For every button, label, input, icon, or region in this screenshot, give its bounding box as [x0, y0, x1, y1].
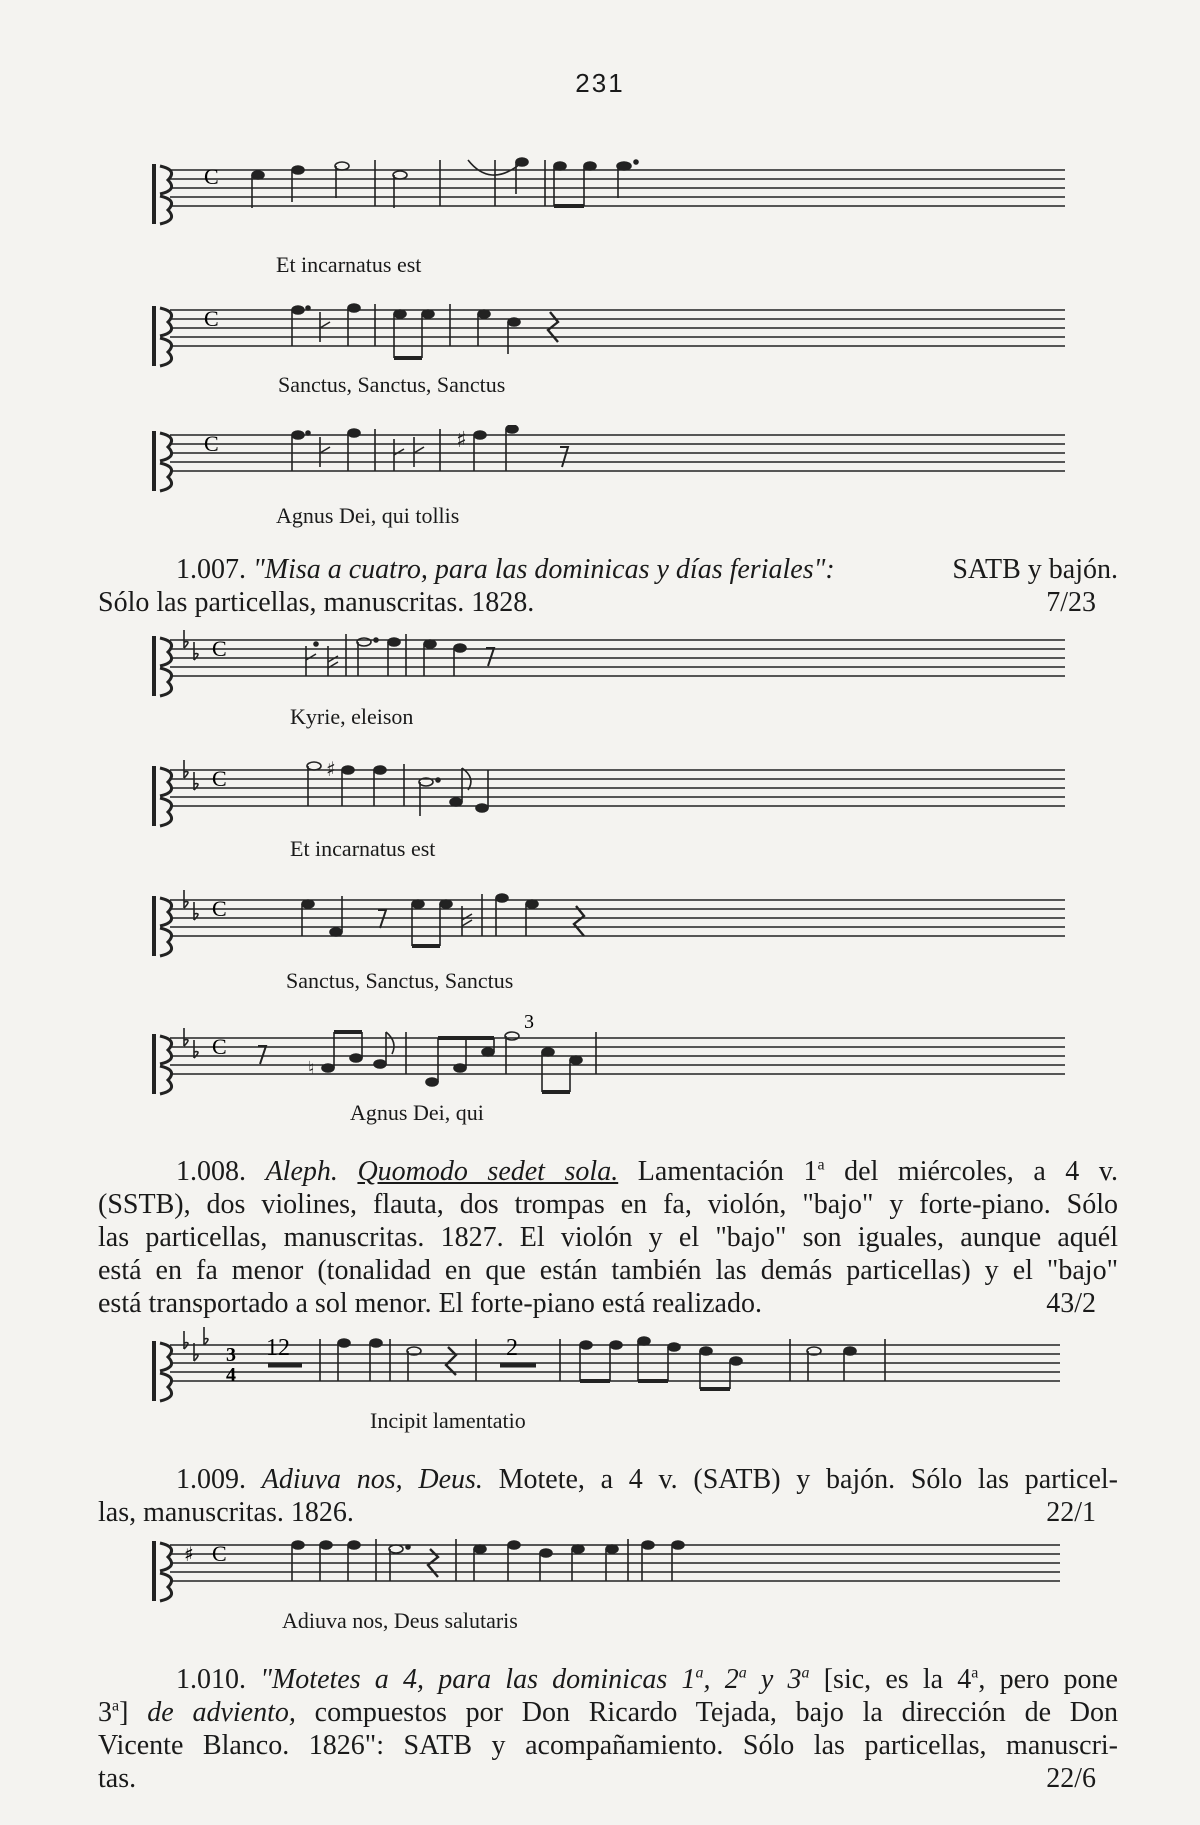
c-clef-icon — [152, 431, 172, 491]
staff-notation — [150, 425, 1075, 495]
music-staff-6 — [150, 890, 1075, 960]
page-number: 231 — [575, 68, 625, 98]
staff-notation — [150, 760, 1075, 830]
entry-description-start: Lamentación 1$^a$ — [637, 1156, 825, 1187]
entry-number: 1.009. — [176, 1464, 246, 1495]
c-clef-icon — [152, 306, 172, 366]
time-signature: C — [212, 1034, 227, 1059]
entry-voices: SATB y bajón. — [952, 554, 1118, 585]
c-clef-icon — [152, 1034, 172, 1094]
time-signature-top: 3 — [226, 1344, 236, 1366]
time-signature-bottom: 4 — [226, 1364, 236, 1386]
catalog-entry-1007 — [98, 553, 1118, 619]
entry-title: "Misa a cuatro, para las dominicas y días feriales": — [253, 554, 835, 585]
entry-title-2: Quomodo sedet sola. — [357, 1156, 619, 1187]
c-clef-icon — [152, 164, 172, 224]
entry-title-end: de adviento, — [147, 1697, 296, 1728]
entry-description-line: Vicente Blanco. 1826": SATB y acompañamiento. Sólo las particellas, manuscri- — [98, 1730, 1118, 1761]
time-signature: C — [204, 164, 219, 189]
flat-icon — [184, 760, 198, 790]
staff-notation — [150, 890, 1075, 960]
music-staff-3 — [150, 425, 1075, 495]
entry-note: [sic, es la 4$^a$, pero pone — [823, 1664, 1118, 1695]
music-staff-5 — [150, 760, 1075, 830]
entry-number: 1.007. — [176, 554, 246, 585]
flat-icon — [184, 630, 198, 660]
flat-icon — [184, 1028, 198, 1058]
music-staff-7 — [150, 1008, 1075, 1098]
superscript: a — [817, 1156, 825, 1174]
incipit-text: Agnus Dei, qui tollis — [276, 503, 460, 528]
svg-text:♮: ♮ — [308, 1058, 315, 1079]
svg-text:♯: ♯ — [456, 428, 467, 453]
entry-description-line: está transportado a sol menor. El forte-piano está realizado. — [98, 1288, 762, 1319]
flat-icon — [184, 1327, 208, 1361]
multi-measure-rest: 2 — [506, 1335, 518, 1361]
entry-reference: 7/23 — [1046, 587, 1096, 618]
staff-notation — [150, 1008, 1075, 1098]
c-clef-icon — [152, 636, 172, 696]
multi-measure-rest: 12 — [266, 1335, 290, 1361]
entry-description-line: las, manuscritas. 1826. — [98, 1497, 354, 1528]
staff-notation — [150, 150, 1075, 230]
incipit-text: Sanctus, Sanctus, Sanctus — [286, 968, 514, 993]
entry-number: 1.008. — [176, 1156, 246, 1187]
music-staff-8 — [150, 1325, 1075, 1405]
catalog-entry-1010 — [98, 1663, 1118, 1795]
time-signature: C — [204, 431, 219, 456]
time-signature: C — [212, 636, 227, 661]
incipit-text: Incipit lamentatio — [370, 1408, 526, 1433]
entry-title: Adiuva nos, Deus. — [261, 1464, 483, 1495]
entry-description-line: las particellas, manuscritas. 1827. El violón y el "bajo" son iguales, aunque aquél — [98, 1222, 1118, 1253]
music-staff-1 — [150, 150, 1075, 230]
c-clef-icon — [152, 766, 172, 826]
flat-icon — [184, 890, 198, 920]
c-clef-icon — [152, 1541, 172, 1601]
entry-description-line: (SSTB), dos violines, flauta, dos trompas en fa, violón, "bajo" y forte-piano. Sólo — [98, 1189, 1118, 1220]
time-signature: C — [204, 306, 219, 331]
entry-note-end: 3$^a$] — [98, 1697, 129, 1728]
catalog-entry-1009 — [98, 1463, 1118, 1529]
entry-description: Sólo las particellas, manuscritas. 1828. — [98, 587, 535, 618]
entry-title: "Motetes a 4, para las dominicas 1$^a$, 2$^a$ y 3$^a$ — [260, 1664, 810, 1695]
c-clef-icon — [152, 896, 172, 956]
entry-description: compuestos por Don Ricardo Tejada, bajo la dirección de Don — [314, 1697, 1119, 1728]
incipit-text: Kyrie, eleison — [290, 704, 414, 729]
incipit-text: Agnus Dei, qui — [350, 1100, 484, 1125]
entry-reference: 43/2 — [1046, 1288, 1096, 1319]
entry-reference: 22/1 — [1046, 1497, 1096, 1528]
incipit-text: Adiuva nos, Deus salutaris — [282, 1608, 518, 1633]
time-signature: C — [212, 766, 227, 791]
entry-description-line: tas. — [98, 1763, 137, 1794]
entry-reference: 22/6 — [1046, 1763, 1096, 1794]
time-signature: C — [212, 1541, 227, 1566]
music-staff-2 — [150, 300, 1075, 370]
entry-title: Aleph. — [265, 1156, 338, 1187]
entry-description: Motete, a 4 v. (SATB) y bajón. Sólo las particel- — [498, 1464, 1119, 1495]
incipit-text: Sanctus, Sanctus, Sanctus — [278, 372, 506, 397]
sharp-icon: ♯ — [184, 1542, 194, 1566]
incipit-text: Et incarnatus est — [290, 836, 436, 861]
triplet-mark: 3 — [524, 1011, 534, 1033]
c-clef-icon — [152, 1341, 172, 1401]
time-signature: C — [212, 896, 227, 921]
svg-text:♯: ♯ — [326, 760, 336, 781]
music-staff-4 — [150, 630, 1075, 700]
incipit-text: Et incarnatus est — [276, 252, 422, 277]
staff-notation — [150, 1325, 1075, 1405]
staff-notation — [150, 1535, 1075, 1605]
staff-notation — [150, 300, 1075, 370]
entry-description-line: está en fa menor (tonalidad en que están también las demás particellas) y el "bajo" — [98, 1255, 1118, 1286]
entry-number: 1.010. — [176, 1664, 246, 1695]
music-staff-9 — [150, 1535, 1075, 1605]
staff-notation — [150, 630, 1075, 700]
catalog-entry-1008 — [98, 1155, 1118, 1320]
entry-description: del miércoles, a 4 v. — [844, 1156, 1119, 1187]
